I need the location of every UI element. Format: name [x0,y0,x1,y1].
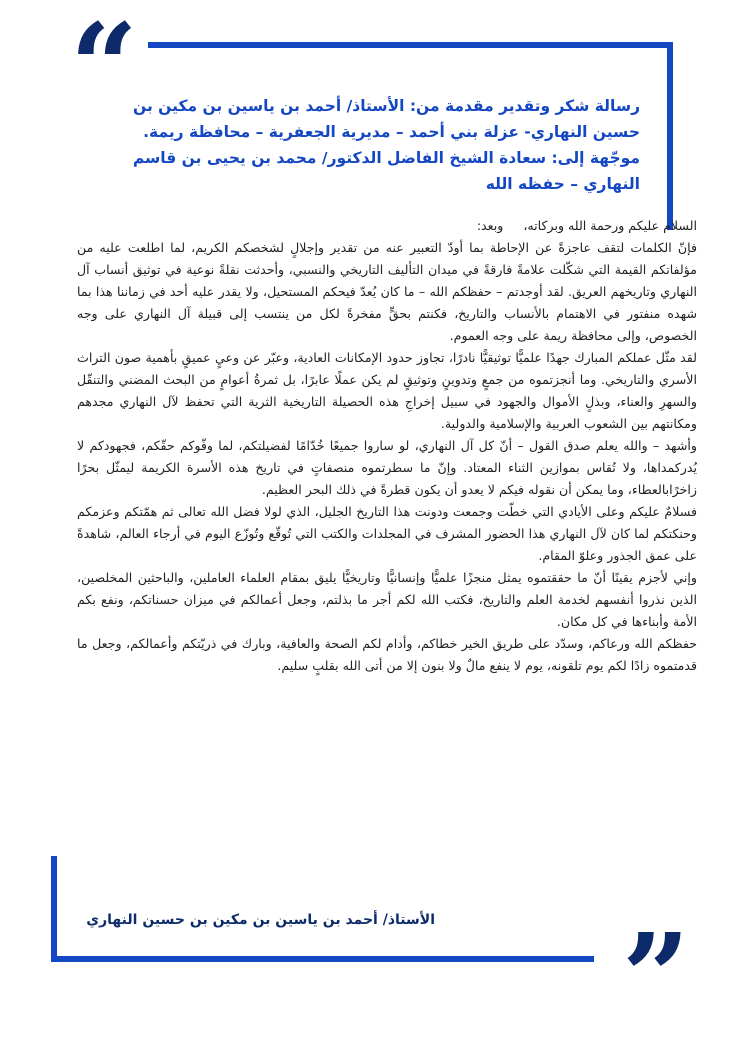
paragraph-5: وإني لأجزم يقينًا أنّ ما حققتموه يمثل منجزًا علميًّا وإنسانيًّا وتاريخيًّا يليق بمقام العلماء العاملين، والباحثين المخلصين، الذين نذروا أنفسهم لخدمة العلم والتاريخ، فكتب الله لكم أجر ما بذلتم، وجعل أعمالكم في ميزان حسناتكم، ونفع بكم الأمة وأبناءها في كل مكان. [77,570,697,629]
paragraph-4: فسلامٌ عليكم وعلى الأيادي التي خطّت وجمعت ودونت هذا التاريخ الجليل، الذي لولا فضل الله تعالى ثم همّتكم وعزمكم وحنكتكم لما كان لآل النهاري هذا الحضور المشرف في المجلدات والكتب التي تُوقّع وتُوزّع اليوم في أرجاء العالم، شاهدةً على عمق الجذور وعلوّ المقام. [77,504,697,563]
letter-body [77,215,697,677]
greeting [77,215,697,237]
bottom-border-line [51,956,594,962]
close-quote-mark: ” [622,907,690,1046]
signature: الأستاذ/ أحمد بن ياسين بن مكين بن حسين النهاري [86,912,435,928]
top-border-corner [667,42,673,230]
paragraph-6: حفظكم الله ورعاكم، وسدّد على طريق الخير خطاكم، وأدام لكم الصحة والعافية، وبارك في ذريّتكم وأعمالكم، وجعل ما قدمتموه زادًا لكم يوم تلقونه، يوم لا ينفع مالٌ ولا بنون إلا من أتى الله بقلبٍ سليم. [77,636,697,673]
header-to: موجّهة إلى: سعادة الشيخ الفاضل الدكتور/ محمد بن يحيى بن قاسم النهاري – حفظه الله [132,149,640,193]
greeting-salutation: السلام عليكم ورحمة الله وبركاته، [523,218,697,233]
greeting-then: وبعد: [476,218,504,233]
paragraph-1: فإنّ الكلمات لتقف عاجزةً عن الإحاطة بما أودّ التعبير عنه من تقدير وإجلالٍ لشخصكم الكريم، لما اطلعت عليه من مؤلفاتكم القيمة التي شكّلت علامةً فارقةً في ميدان التأليف التاريخي والنسبي، وأحدثت نقلةً نوعية في توثيق أنساب آل النهاري وتاريخهم العريق. لقد أوجدتم – حفظكم الله – ما كان يُعدّ فيحكم المستحيل، ولا يقدر عليه أحد في زماننا هذا بما شهده منفتور في الاهتمام بالأنساب والتاريخ، فكنتم بحقٍّ مفخرةً لكل من ينتسب إلى قبيلة آل النهاري على وجه الخصوص، وإلى محافظة ريمة على وجه العموم. [77,240,697,343]
paragraph-3: وأشهد – والله يعلم صدق القول – أنّ كل آل النهاري، لو ساروا جميعًا خُدّامًا لفضيلتكم، لما وفّوكم حقّكم، فجهودكم لا يُدركمداها، ولا تُقاس بموازين الثناء المعتاد. وإنّ ما سطرتموه منصفاتٍ في تاريخ هذه الأسرة الكريمة ليمثّل بحرًا زاخرًابالعطاء، وما يمكن أن نقوله فيكم لا يعدو أن يكون قطرةً في ذلك البحر العظيم. [77,438,697,497]
letter-header [100,93,640,197]
top-border-line [148,42,673,48]
paragraph-2: لقد مثّل عملكم المبارك جهدًا علميًّا توثيقيًّا نادرًا، تجاوز حدود الإمكانات العادية، وعبّر عن وعيٍ عميقٍ بأهمية صون التراث الأسري والتاريخي. وما أنجزتموه من جمعٍ وتدوينٍ وتوثيقٍ لم يكن عملًا عابرًا، بل ثمرةُ أعوامٍ من البحث المضني والتنقّل والسهرِ والعناء، وبذلٍ الأموال والجهود في سبيل إخراجِ هذه الحصيلة التاريخية الثرية التي تحفظ لآل النهاري مجدهم ومكانتهم بين الشعوب العربية والإسلامية والدولية. [77,350,697,431]
bottom-border-corner [51,856,57,962]
header-from: رسالة شكر وتقدير مقدمة من: الأستاذ/ أحمد بن ياسين بن مكين بن حسين النهاري- عزلة بني أحمد – مديرية الجعفرية – محافظة ريمة. [133,97,640,141]
open-quote-mark: “ [70,0,138,136]
